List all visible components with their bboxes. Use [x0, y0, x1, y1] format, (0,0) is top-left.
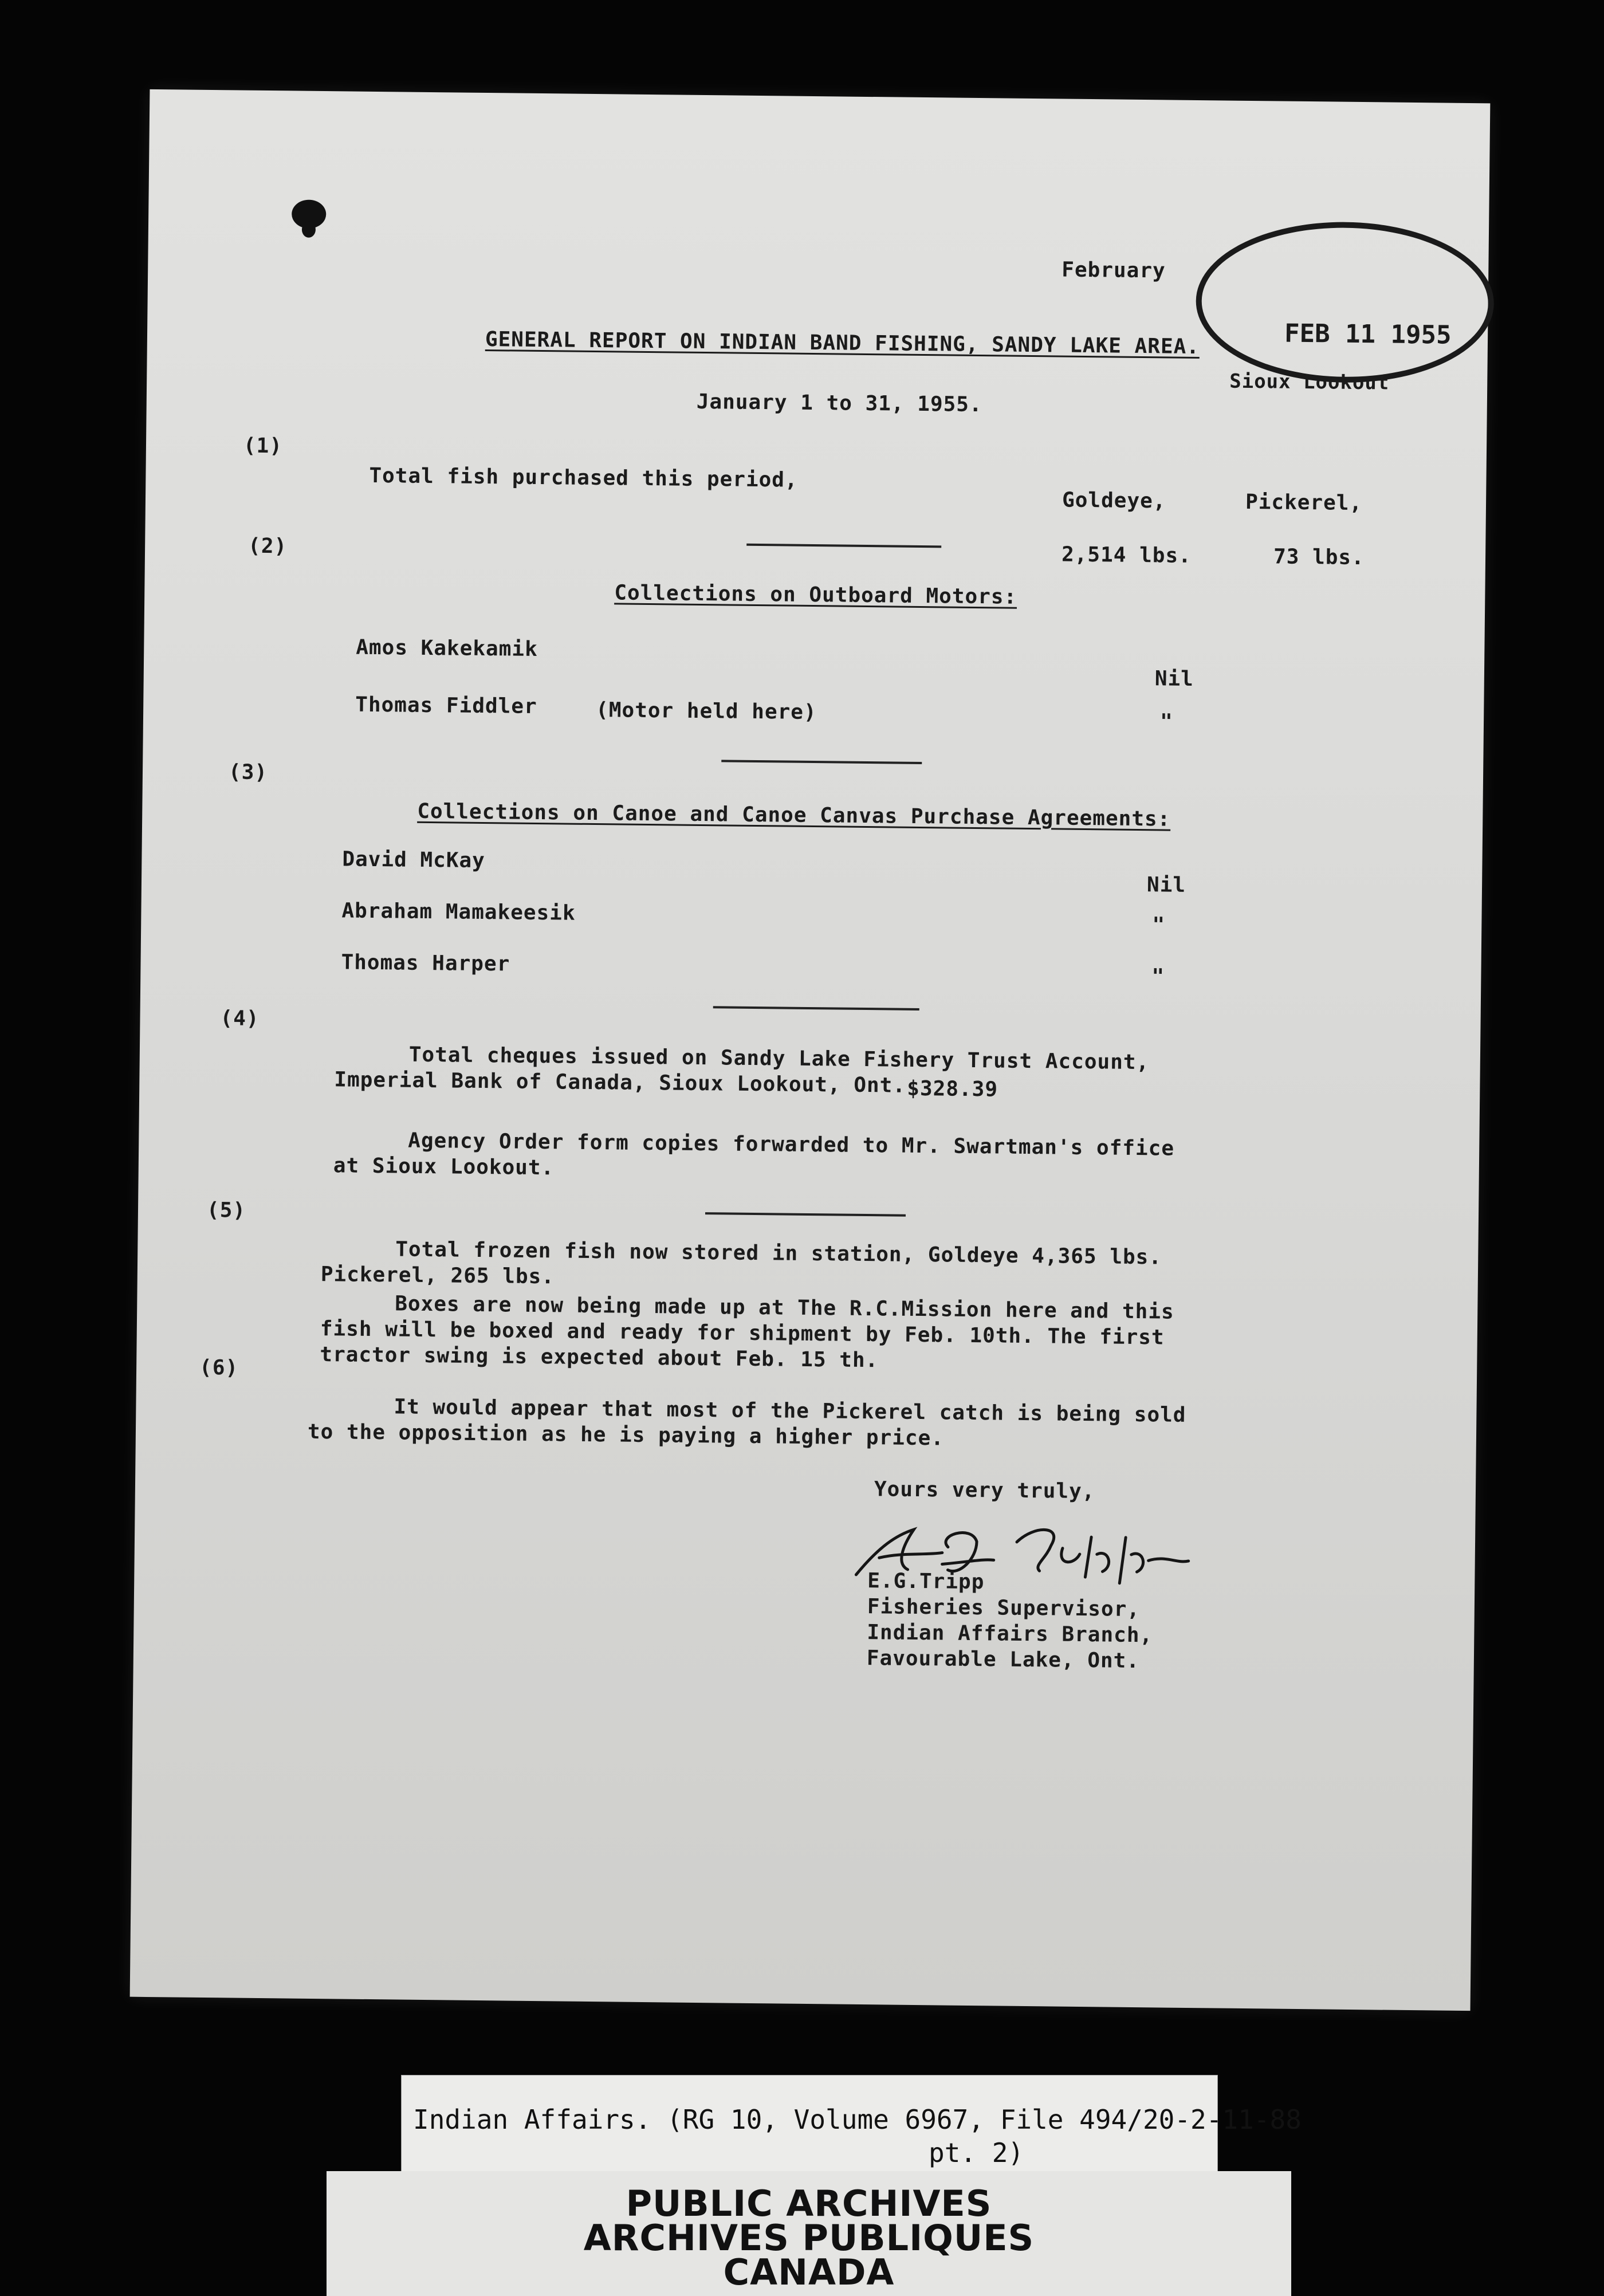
canoe-row-name: Abraham Mamakeesik: [341, 899, 576, 925]
agency-order-line: Agency Order form copies forwarded to Mr. Swartman's office: [408, 1129, 1175, 1161]
outboard-motors-heading: Collections on Outboard Motors:: [614, 581, 1017, 609]
report-period: January 1 to 31, 1955.: [696, 390, 982, 417]
frozen-fish-line: Pickerel, 265 lbs.: [320, 1263, 555, 1289]
goldeye-total: 2,514 lbs.: [1061, 542, 1192, 568]
section-number: (5): [206, 1198, 246, 1222]
motor-row-name: Amos Kakekamik: [356, 635, 538, 661]
archives-line: ARCHIVES PUBLIQUES: [583, 2217, 1035, 2259]
cheques-line: Imperial Bank of Canada, Sioux Lookout, Ont.: [334, 1068, 906, 1098]
citation-line: pt. 2): [929, 2137, 1024, 2168]
motor-row-name: Thomas Fiddler: [355, 693, 537, 718]
letter-date: February: [1062, 258, 1166, 283]
frozen-fish-line: tractor swing is expected about Feb. 15 th.: [320, 1343, 879, 1373]
stamp-place: Sioux Lookout: [1229, 369, 1390, 395]
divider: [713, 1006, 919, 1011]
pickerel-catch-line: It would appear that most of the Pickerel catch is being sold: [394, 1395, 1186, 1427]
paper-damage-mark: [302, 222, 316, 238]
signer-location: Favourable Lake, Ont.: [866, 1646, 1140, 1673]
section-number: (6): [199, 1355, 239, 1380]
motor-row-value: Nil: [1154, 667, 1194, 691]
signer-branch: Indian Affairs Branch,: [867, 1621, 1153, 1648]
canoe-agreements-heading: Collections on Canoe and Canoe Canvas Purchase Agreements:: [417, 799, 1171, 831]
section-number: (1): [243, 434, 283, 458]
section-number: (3): [228, 760, 268, 785]
archives-line: PUBLIC ARCHIVES: [626, 2183, 992, 2224]
canoe-row-name: Thomas Harper: [341, 950, 510, 976]
pickerel-header: Pickerel,: [1245, 490, 1363, 516]
public-archives-stamp: [327, 2171, 1291, 2296]
archives-line: CANADA: [723, 2251, 895, 2293]
canoe-row-value: ": [1151, 965, 1165, 989]
canoe-row-value: Nil: [1146, 873, 1186, 897]
closing: Yours very truly,: [874, 1477, 1095, 1504]
section-number: (2): [247, 534, 288, 559]
letter-page: [130, 89, 1491, 2011]
cheques-amount: $328.39: [907, 1076, 998, 1102]
received-stamp: [1195, 221, 1495, 384]
section-number: (4): [220, 1007, 260, 1031]
report-title: GENERAL REPORT ON INDIAN BAND FISHING, SANDY LAKE AREA.: [485, 327, 1200, 359]
divider: [705, 1212, 906, 1217]
canoe-row-name: David McKay: [342, 847, 486, 873]
canoe-row-value: ": [1152, 913, 1166, 937]
divider: [721, 760, 922, 764]
total-fish-label: Total fish purchased this period,: [369, 463, 798, 492]
pickerel-total: 73 lbs.: [1273, 545, 1365, 570]
agency-order-line: at Sioux Lookout.: [333, 1154, 555, 1180]
frozen-fish-line: Total frozen fish now stored in station, Goldeye 4,365 lbs.: [395, 1237, 1162, 1269]
frozen-fish-line: fish will be boxed and ready for shipment by Feb. 10th. The first: [320, 1317, 1165, 1350]
stamp-date: FEB 11 1955: [1284, 319, 1452, 350]
signer-title: Fisheries Supervisor,: [867, 1595, 1141, 1622]
signer-name: E.G.Tripp: [867, 1569, 985, 1594]
frozen-fish-line: Boxes are now being made up at The R.C.Mission here and this: [395, 1292, 1174, 1324]
motor-row-note: (Motor held here): [595, 698, 817, 725]
citation-line: Indian Affairs. (RG 10, Volume 6967, File 494/20-2-11-88: [413, 2104, 1302, 2135]
divider: [746, 544, 941, 548]
cheques-line: Total cheques issued on Sandy Lake Fishery Trust Account,: [408, 1043, 1150, 1075]
goldeye-header: Goldeye,: [1062, 488, 1166, 513]
pickerel-catch-line: to the opposition as he is paying a higher price.: [307, 1420, 945, 1450]
motor-row-value: ": [1159, 710, 1173, 734]
